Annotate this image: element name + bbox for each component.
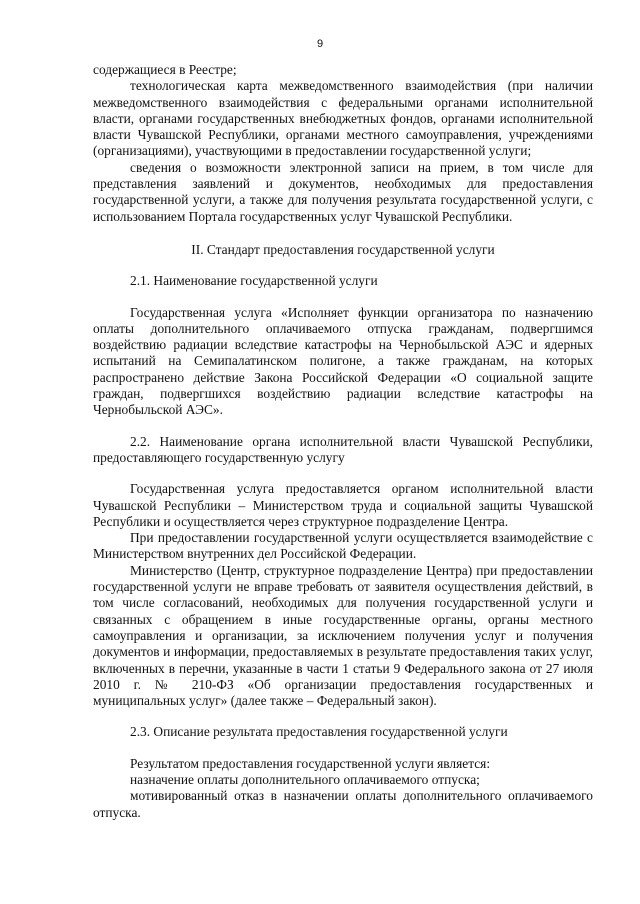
- paragraph: Министерство (Центр, структурное подразделение Центра) при предоставлении государственной услуги не вправе требовать от заявителя осуществления действий, в том числе согласований, необходимых для получения государственной услуги и связанных с обращением в иные государственные органы, органы местного самоуправления и организации, за исключением получения услуг и получения документов и информации, предоставляемых в результате предоставления таких услуг, включенных в перечни, указанные в части 1 статьи 9 Федерального закона от 27 июля 2010 г. № 210-ФЗ «Об организации предоставления государственных и муниципальных услуг» (далее также – Федеральный закон).: [93, 562, 593, 709]
- subsection-heading: 2.1. Наименование государственной услуги: [130, 273, 378, 289]
- paragraph: сведения о возможности электронной записи на прием, в том числе для представления заявлений и документов, необходимых для предоставления государственной услуги, а также для получения результата государственной услуги, с использованием Портала государственных услуг Чувашской Республики.: [93, 159, 593, 224]
- subsection-heading: 2.2. Наименование органа исполнительной власти Чувашской Республики, предоставляющего государственную услугу: [93, 433, 593, 465]
- paragraph: мотивированный отказ в назначении оплаты дополнительного оплачиваемого отпуска.: [93, 788, 593, 820]
- paragraph: Государственная услуга предоставляется органом исполнительной власти Чувашской Республики – Министерством труда и социальной защиты Чувашской Республики и осуществляется через структурное подразделение Центра.: [93, 481, 593, 529]
- page-number: 9: [316, 38, 324, 50]
- paragraph: Результатом предоставления государственной услуги является:: [130, 755, 491, 771]
- paragraph: При предоставлении государственной услуги осуществляется взаимодействие с Министерством внутренних дел Российской Федерации.: [93, 530, 593, 562]
- paragraph: назначение оплаты дополнительного оплачиваемого отпуска;: [130, 771, 480, 787]
- subsection-heading: 2.3. Описание результата предоставления государственной услуги: [130, 724, 508, 740]
- section-heading: II. Стандарт предоставления государственной услуги: [191, 241, 495, 257]
- paragraph: Государственная услуга «Исполняет функции организатора по назначению оплаты дополнительного оплачиваемого отпуска гражданам, подвергшимся воздействию радиации вследствие катастрофы на Чернобыльской АЭС и ядерных испытаний на Семипалатинском полигоне, а также гражданам, на которых распространено действие Закона Российской Федерации «О социальной защите граждан, подвергшихся воздействию радиации вследствие катастрофы на Чернобыльской АЭС».: [93, 304, 593, 418]
- paragraph: технологическая карта межведомственного взаимодействия (при наличии межведомственного взаимодействия с федеральными органами исполнительной власти, органами государственных внебюджетных фондов, органами исполнительной власти Чувашской Республики, органами местного самоуправления, учреждениями (организациями), участвующими в предоставлении государственной услуги;: [93, 78, 593, 159]
- document-body: [93, 62, 593, 821]
- paragraph: содержащиеся в Реестре;: [93, 62, 237, 77]
